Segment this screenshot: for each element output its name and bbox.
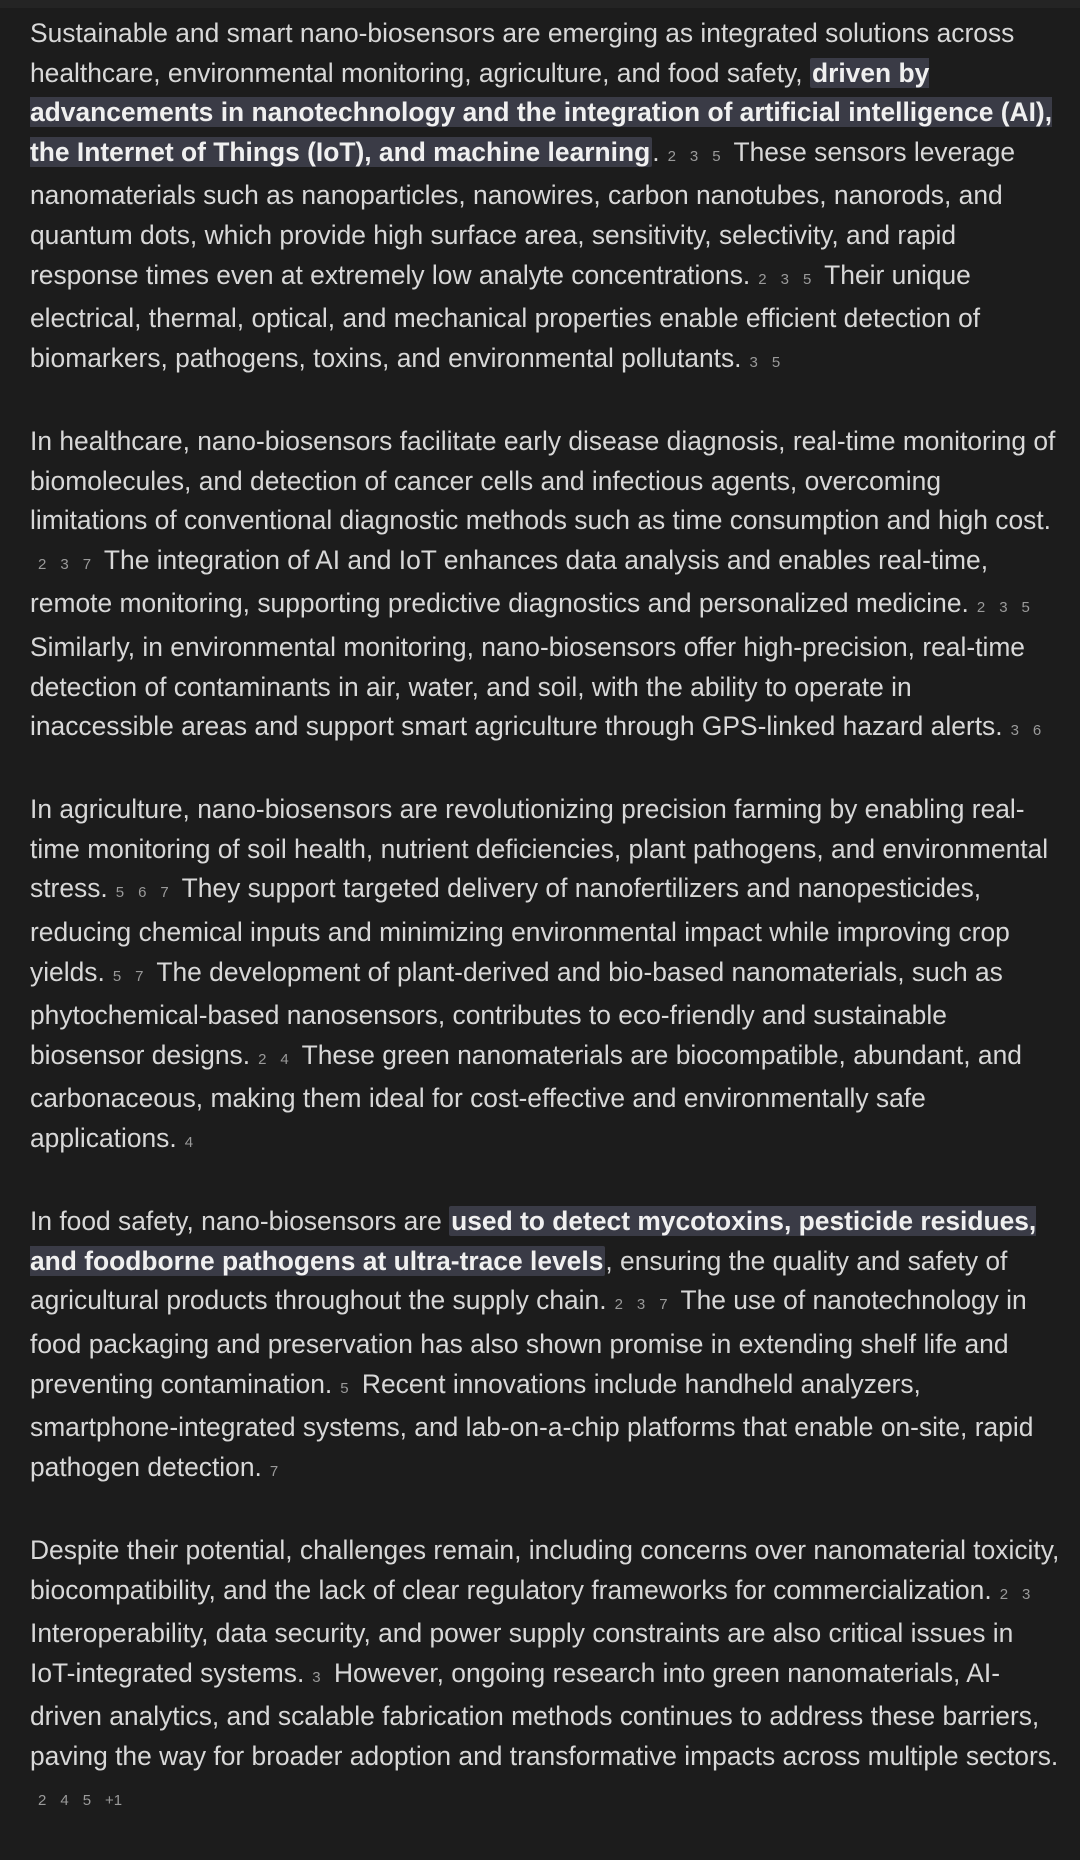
paragraph-text: Similarly, in environmental monitoring, nano-biosensors offer high-precision, real-time detection of contaminants in air, water, and soil, with the ability to operate in inaccessible areas and support smart agriculture through GPS-linked hazard alerts. (30, 631, 1025, 742)
citation-link[interactable]: 5 (802, 270, 812, 288)
citation-link[interactable]: 4 (280, 1050, 289, 1068)
citation-group (750, 354, 781, 371)
citation-group (340, 1380, 348, 1397)
citation-link[interactable]: 2 (614, 1296, 623, 1314)
paragraph-text: In healthcare, nano-biosensors facilitate early disease diagnosis, real-time monitoring of biomolecules, and detection of cancer cells and infectious agents, overcoming limitations of conventional diagnostic methods such as time consumption and high cost. (30, 425, 1056, 536)
paragraph-text: , ensuring the quality and safety of agricultural products throughout the supply chain. (30, 1245, 1008, 1316)
citation-group (38, 1792, 122, 1809)
citation-group (758, 271, 811, 288)
answer-paragraph (30, 790, 1060, 1162)
paragraph-text: Despite their potential, challenges remain, including concerns over nanomaterial toxicity, biocompatibility, and the lack of clear regulatory frameworks for commercialization. (30, 1534, 1060, 1605)
citation-link[interactable]: 7 (269, 1462, 279, 1480)
paragraph-text: In food safety, nano-biosensors are (30, 1206, 450, 1237)
paragraph-text: In agriculture, nano-biosensors are revolutionizing precision farming by enabling real-time monitoring of soil health, nutrient deficiencies, plant pathogens, and environmental stress. (30, 794, 1049, 904)
paragraph-text: These green nanomaterials are biocompatible, abundant, and carbonaceous, making them ideal for cost-effective and environmentally safe applications. (30, 1039, 1022, 1154)
citation-link[interactable]: 4 (184, 1134, 194, 1152)
paragraph-text: Interoperability, data security, and power supply constraints are also critical issues in IoT-integrated systems. (30, 1618, 1014, 1688)
citation-link[interactable]: 3 (1022, 1585, 1031, 1603)
citation-link[interactable]: 3 (780, 270, 789, 288)
citation-link[interactable]: 3 (999, 599, 1008, 617)
citation-link[interactable]: 5 (115, 884, 125, 902)
citation-link[interactable]: 2 (667, 147, 676, 165)
citation-link[interactable]: 3 (749, 353, 758, 371)
citation-link[interactable]: 2 (999, 1585, 1009, 1603)
answer-paragraph (30, 422, 1060, 751)
highlighted-text: used to detect mycotoxins, pesticide residues, and foodborne pathogens at ultra-trace levels (30, 1206, 1037, 1276)
citation-group (615, 1296, 668, 1313)
citation-group (38, 556, 91, 573)
citation-link[interactable]: 7 (160, 884, 169, 902)
paragraph-text: . (652, 136, 660, 167)
answer-paragraph (30, 1531, 1060, 1820)
citation-link[interactable]: 6 (138, 884, 147, 902)
citation-link[interactable]: 5 (771, 353, 781, 371)
answer-paragraph (30, 1202, 1060, 1491)
paragraph-text: The use of nanotechnology in food packaging and preservation has also shown promise in extending shelf life and preventing contamination. (30, 1285, 1027, 1399)
citation-link[interactable]: +1 (105, 1791, 123, 1809)
citation-link[interactable]: 3 (312, 1668, 321, 1686)
citation-group (185, 1134, 193, 1151)
citation-link[interactable]: 2 (758, 270, 767, 288)
answer-paragraph (30, 14, 1060, 382)
paragraph-text: These sensors leverage nanomaterials such as nanoparticles, nanowires, carbon nanotubes, nanorods, and quantum dots, which provide high surface area, sensitivity, selectivity, and rapid response times even at extremely low analyte concentrations. (30, 136, 1016, 290)
citation-group (116, 884, 169, 901)
citation-link[interactable]: 2 (976, 599, 986, 617)
citation-link[interactable]: 5 (340, 1379, 349, 1397)
citation-link[interactable]: 5 (112, 967, 122, 985)
citation-link[interactable]: 3 (60, 555, 69, 573)
citation-group (668, 148, 721, 165)
paragraph-text: The development of plant-derived and bio-based nanomaterials, such as phytochemical-based nanosensors, contributes to eco-friendly and sustainable biosensor designs. (30, 956, 1003, 1070)
citation-link[interactable]: 3 (1010, 722, 1019, 740)
citation-group (312, 1669, 320, 1686)
citation-link[interactable]: 6 (1032, 722, 1042, 740)
paragraph-text: However, ongoing research into green nanomaterials, AI-driven analytics, and scalable fabrication methods continues to address these barriers, paving the way for broader adoption and transformative impacts across multiple sectors. (30, 1657, 1059, 1771)
citation-group (113, 968, 144, 985)
citation-group (258, 1051, 289, 1068)
citation-group (1000, 1586, 1031, 1603)
citation-link[interactable]: 7 (659, 1296, 668, 1314)
citation-group (1011, 722, 1042, 739)
paragraph-text: Their unique electrical, thermal, optical, and mechanical properties enable efficient detection of biomarkers, pathogens, toxins, and environmental pollutants. (30, 259, 981, 373)
citation-link[interactable]: 2 (258, 1050, 267, 1068)
top-edge-bar (0, 0, 1080, 8)
answer-body (30, 14, 1060, 1860)
citation-link[interactable]: 2 (38, 1791, 47, 1809)
citation-link[interactable]: 5 (712, 147, 721, 165)
paragraph-text: Recent innovations include handheld analyzers, smartphone-integrated systems, and lab-on-a-chip platforms that enable on-site, rapid pathogen detection. (30, 1368, 1034, 1482)
citation-link[interactable]: 5 (1021, 599, 1030, 617)
highlighted-text: driven by advancements in nanotechnology and the integration of artificial intelligence (AI), the Internet of Things (IoT), and machine learning (30, 57, 1053, 167)
paragraph-text: Sustainable and smart nano-biosensors are emerging as integrated solutions across healthcare, environmental monitoring, agriculture, and food safety, (30, 18, 1015, 88)
citation-link[interactable]: 2 (38, 555, 47, 573)
citation-link[interactable]: 5 (82, 1791, 92, 1809)
citation-link[interactable]: 3 (636, 1296, 646, 1314)
citation-link[interactable]: 7 (135, 967, 144, 985)
paragraph-text: They support targeted delivery of nanofertilizers and nanopesticides, reducing chemical inputs and minimizing environmental impact while improving crop yields. (30, 873, 1010, 987)
citation-link[interactable]: 3 (689, 147, 699, 165)
citation-link[interactable]: 4 (60, 1791, 69, 1809)
citation-group (270, 1463, 278, 1480)
paragraph-text: The integration of AI and IoT enhances data analysis and enables real-time, remote monitoring, supporting predictive diagnostics and personalized medicine. (30, 544, 989, 619)
citation-group (977, 599, 1030, 616)
citation-link[interactable]: 7 (82, 555, 92, 573)
